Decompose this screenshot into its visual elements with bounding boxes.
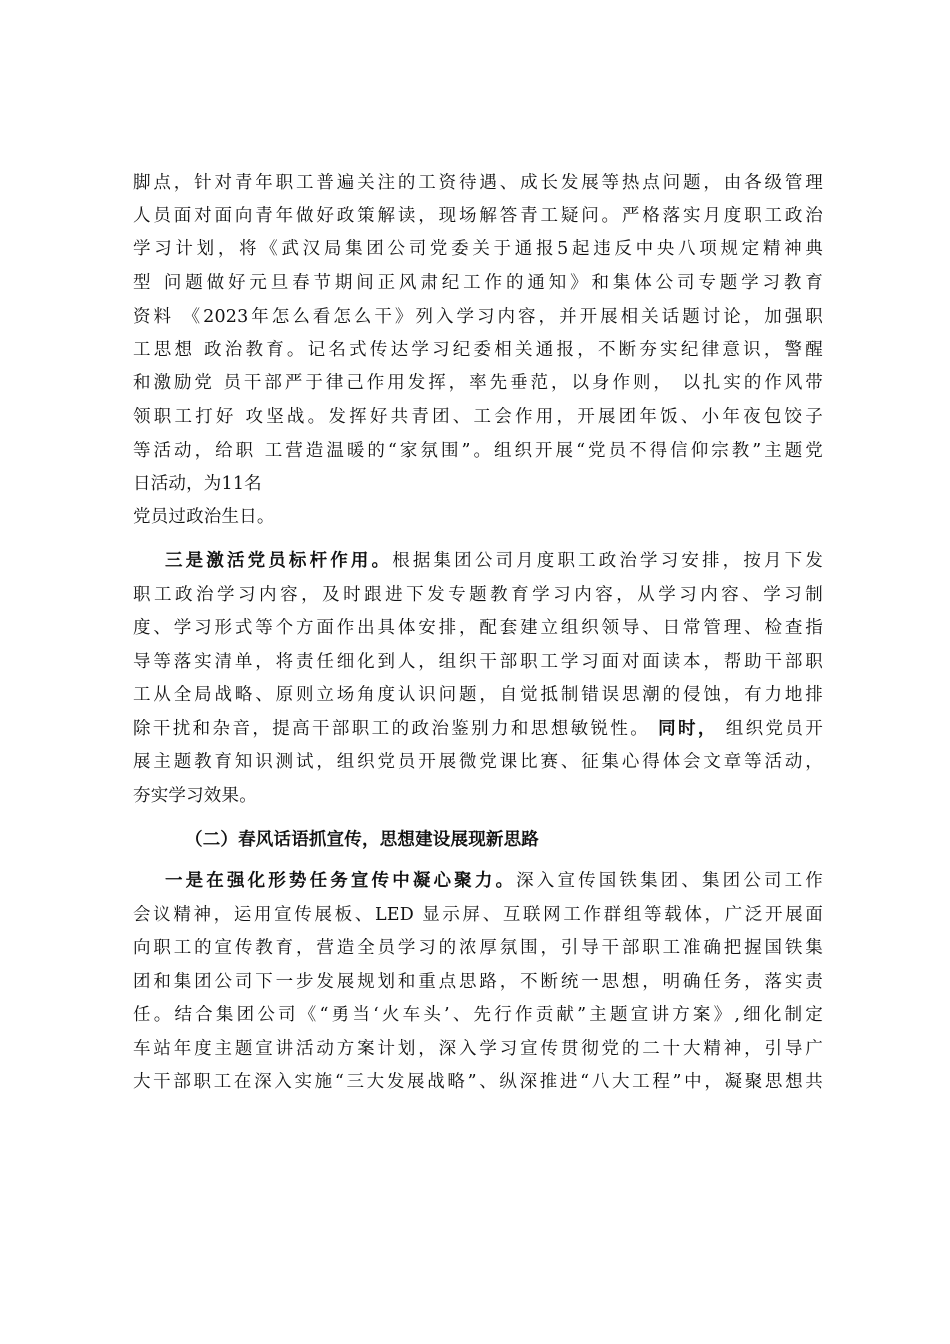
paragraph-text: 组织党员开 bbox=[717, 719, 823, 739]
paragraph-line: 会议精神，运用宣传展板、LED 显示屏、互联网工作群组等载体，广泛开展面 bbox=[133, 905, 823, 925]
paragraph-line: 车站年度主题宣讲活动方案计划，深入学习宣传贯彻党的二十大精神，引导广 bbox=[133, 1039, 823, 1059]
paragraph-line: 脚点，针对青年职工普遍关注的工资待遇、成长发展等热点问题，由各级管理 bbox=[133, 173, 823, 193]
paragraph-text: 除干扰和杂音，提高干部职工的政治鉴别力和思想敏锐性。 bbox=[133, 719, 659, 739]
section-heading: （二）春风话语抓宣传，思想建设展现新思路 bbox=[185, 830, 539, 850]
paragraph-line: 工思想 政治教育。记名式传达学习纪委相关通报，不断夯实纪律意识，警醒 bbox=[133, 340, 823, 360]
paragraph-first-line bbox=[165, 550, 823, 572]
paragraph-line bbox=[133, 718, 823, 740]
paragraph-line: 工从全局战略、原则立场角度认识问题，自觉抵制错误思潮的侵蚀，有力地排 bbox=[133, 685, 823, 705]
paragraph-line: 大干部职工在深入实施“三大发展战略”、纵深推进“八大工程”中，凝聚思想共 bbox=[133, 1072, 823, 1092]
paragraph-line: 夯实学习效果。 bbox=[133, 786, 257, 806]
paragraph-line: 职工政治学习内容，及时跟进下发专题教育学习内容，从学习内容、学习制 bbox=[133, 585, 823, 605]
paragraph-line: 向职工的宣传教育，营造全员学习的浓厚氛围，引导干部职工准确把握国铁集 bbox=[133, 938, 823, 958]
paragraph-line: 资料 《2023年怎么看怎么干》列入学习内容，并开展相关话题讨论，加强职 bbox=[133, 307, 823, 327]
paragraph-line: 党员过政治生日。 bbox=[133, 507, 275, 527]
paragraph-line: 度、学习形式等个方面作出具体安排，配套建立组织领导、日常管理、检查指 bbox=[133, 618, 823, 638]
paragraph-line: 日活动，为11名 bbox=[133, 474, 262, 494]
paragraph-bold-text: 同时， bbox=[658, 719, 718, 739]
paragraph-line: 领职工打好 攻坚战。发挥好共青团、工会作用，开展团年饭、小年夜包饺子 bbox=[133, 407, 823, 427]
paragraph-text: 深入宣传国铁集团、集团公司工作 bbox=[516, 871, 823, 891]
paragraph-line: 型 问题做好元旦春节期间正风肃纪工作的通知》和集体公司专题学习教育 bbox=[133, 273, 823, 293]
paragraph-first-line bbox=[165, 870, 823, 892]
paragraph-lead: 三是激活党员标杆作用。 bbox=[165, 551, 393, 571]
paragraph-line: 导等落实清单，将责任细化到人，组织干部职工学习面对面读本，帮助干部职 bbox=[133, 652, 823, 672]
paragraph-line: 等活动，给职 工营造温暖的“家氛围”。组织开展“党员不得信仰宗教”主题党 bbox=[133, 441, 823, 461]
paragraph-line: 展主题教育知识测试，组织党员开展微党课比赛、征集心得体会文章等活动， bbox=[133, 752, 823, 772]
paragraph-line: 人员面对面向青年做好政策解读，现场解答青工疑问。严格落实月度职工政治 bbox=[133, 206, 823, 226]
paragraph-line: 和激励党 员干部严于律己作用发挥，率先垂范，以身作则， 以扎实的作风带 bbox=[133, 373, 823, 393]
paragraph-text: 根据集团公司月度职工政治学习安排，按月下发 bbox=[392, 551, 823, 571]
paragraph-line: 团和集团公司下一步发展规划和重点思路，不断统一思想，明确任务，落实责 bbox=[133, 972, 823, 992]
paragraph-line: 学习计划，将《武汉局集团公司党委关于通报5起违反中央八项规定精神典 bbox=[133, 239, 823, 259]
paragraph-lead: 一是在强化形势任务宣传中凝心聚力。 bbox=[165, 871, 517, 891]
paragraph-line: 任。结合集团公司《“勇当‘火车头’、先行作贡献”主题宣讲方案》,细化制定 bbox=[133, 1005, 823, 1025]
